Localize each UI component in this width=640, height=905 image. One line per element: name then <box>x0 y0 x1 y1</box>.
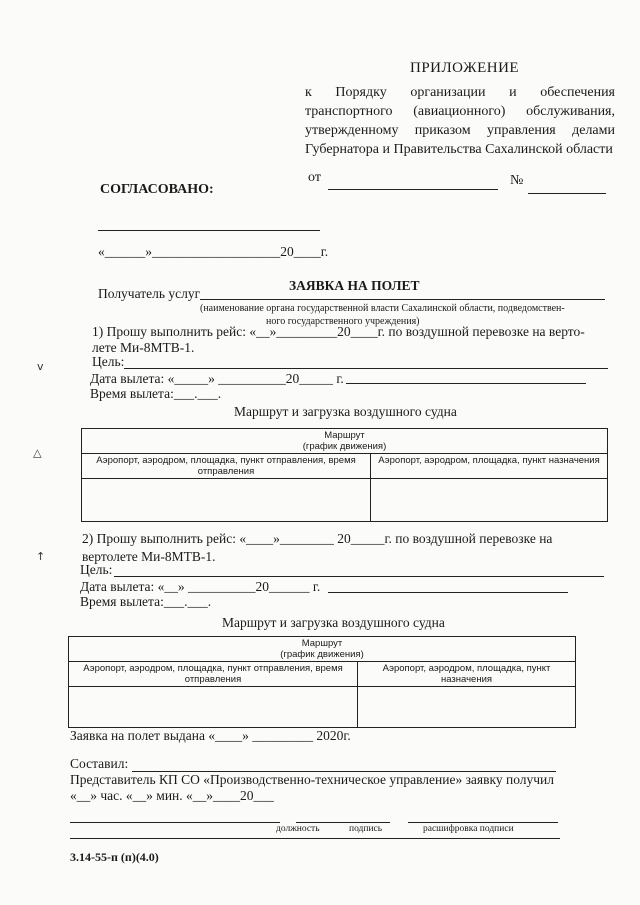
route-destination-cell[interactable] <box>371 479 608 522</box>
request1-purpose-label: Цель: <box>92 354 125 369</box>
appendix-body: к Порядку организации и обеспечения транспортного (авиационного) обслуживания, утвержденному приказом управления делами Губернатора и Правительства Сахалинской области <box>305 85 615 157</box>
margin-check-mark: v <box>37 360 44 373</box>
route-col-departure: Аэропорт, аэродром, площадка, пункт отправления, время отправления <box>82 454 371 479</box>
appendix-title: ПРИЛОЖЕНИЕ <box>410 60 520 76</box>
signature-line[interactable] <box>296 822 390 823</box>
signature-caption: подпись <box>349 824 383 834</box>
request1-date-tail-line <box>346 383 586 384</box>
agreed-label: СОГЛАСОВАНО: <box>100 182 214 197</box>
route-departure-cell[interactable] <box>69 687 358 728</box>
route-header-line1: Маршрут <box>324 430 365 441</box>
request1-departure-date[interactable]: Дата вылета: «_____» __________20_____ г. <box>90 371 344 386</box>
document-title: ЗАЯВКА НА ПОЛЕТ <box>289 278 420 293</box>
route-col-destination: Аэропорт, аэродром, площадка, пункт назначения <box>371 454 608 479</box>
issued-line[interactable]: Заявка на полет выдана «____» _________ 2020г. <box>70 728 351 743</box>
request2-purpose-label: Цель: <box>80 562 113 577</box>
route-header-line2: (график движения) <box>302 441 387 452</box>
representative-line1: Представитель КП СО «Производственно-техническое управление» заявку получил <box>70 772 555 787</box>
request2-departure-time[interactable]: Время вылета:___.___. <box>80 594 212 609</box>
route-col-destination: Аэропорт, аэродром, площадка, пункт назначения <box>358 662 576 687</box>
decoding-caption: расшифровка подписи <box>423 824 514 834</box>
margin-triangle-mark: ◁ <box>31 449 45 458</box>
request1-purpose-line[interactable] <box>124 368 608 369</box>
from-field-line[interactable] <box>328 189 498 190</box>
agreed-date-line[interactable]: «______»___________________20____г. <box>98 244 329 259</box>
representative-line2[interactable]: «__» час. «__» мин. «__»____20___ <box>70 788 274 803</box>
recipient-field-line[interactable] <box>200 299 605 300</box>
request2-departure-date[interactable]: Дата вылета: «__» __________20______ г. <box>80 579 321 594</box>
request1-line2: лете Ми-8МТВ-1. <box>92 340 195 355</box>
route-header-line2: (график движения) <box>280 649 364 660</box>
position-caption: должность <box>276 824 320 834</box>
request2-purpose-line[interactable] <box>114 576 604 577</box>
request2-date-tail-line <box>328 592 568 593</box>
form-code: 3.14-55-п (п)(4.0) <box>70 850 159 864</box>
number-label: № <box>510 173 524 188</box>
recipient-note-line1: (наименование органа государственной власти Сахалинской области, подведомствен- <box>200 303 565 314</box>
route-header-line1: Маршрут <box>301 638 343 649</box>
position-line[interactable] <box>70 822 280 823</box>
decoding-line[interactable] <box>408 822 558 823</box>
compiled-label: Составил: <box>70 756 129 771</box>
request2-line2: вертолете Ми-8МТВ-1. <box>82 549 216 564</box>
route-destination-cell[interactable] <box>358 687 576 728</box>
route-departure-cell[interactable] <box>82 479 371 522</box>
request2-route-table <box>68 636 576 728</box>
request1-route-heading: Маршрут и загрузка воздушного судна <box>234 404 457 419</box>
from-label: от <box>308 170 321 185</box>
number-field-line[interactable] <box>528 193 606 194</box>
request1-line1: 1) Прошу выполнить рейс: «__»_________20____г. по воздушной перевозке на верто- <box>92 324 585 339</box>
request2-line1: 2) Прошу выполнить рейс: «____»________ 20_____г. по воздушной перевозке на <box>82 531 553 546</box>
request1-departure-time[interactable]: Время вылета:___.___. <box>90 386 222 401</box>
request2-route-heading: Маршрут и загрузка воздушного судна <box>222 615 445 630</box>
bottom-rule <box>70 838 560 839</box>
request1-route-table <box>81 428 608 522</box>
agreed-signature-line[interactable] <box>98 230 320 231</box>
recipient-label: Получатель услуг <box>98 286 201 301</box>
route-col-departure: Аэропорт, аэродром, площадка, пункт отправления, время отправления <box>69 662 358 687</box>
margin-arrow-mark: ↑ <box>36 550 46 563</box>
recipient-note-line2: ного государственного учреждения) <box>266 316 420 327</box>
